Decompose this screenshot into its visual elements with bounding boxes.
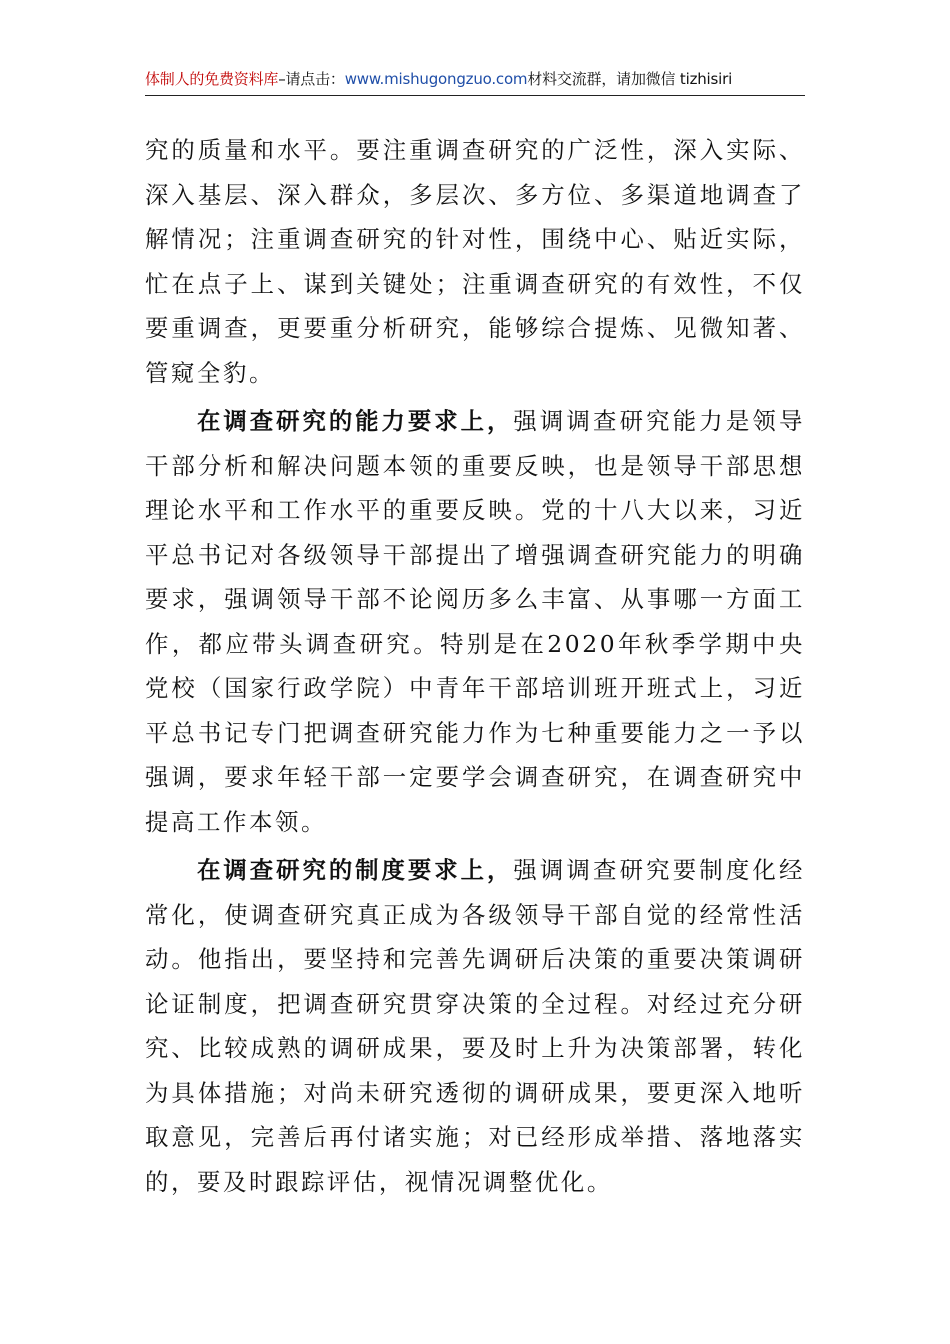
- paragraph-2-lead: 在调查研究的能力要求上，: [197, 407, 514, 435]
- page-header: [145, 68, 805, 96]
- paragraph-3: [145, 848, 805, 1204]
- paragraph-2: [145, 399, 805, 844]
- paragraph-1-text: 究的质量和水平。要注重调查研究的广泛性，深入实际、深入基层、深入群众，多层次、多方位、多渠道地调查了解情况；注重调查研究的针对性，围绕中心、贴近实际，忙在点子上、谋到关键处；注重调查研究的有效性，不仅要重调查，更要重分析研究，能够综合提炼、见微知著、管窥全豹。: [145, 136, 805, 387]
- paragraph-2-text: 强调调查研究能力是领导干部分析和解决问题本领的重要反映，也是领导干部思想理论水平和工作水平的重要反映。党的十八大以来，习近平总书记对各级领导干部提出了增强调查研究能力的明确要求，强调领导干部不论阅历多么丰富、从事哪一方面工作，都应带头调查研究。特别是在2020年秋季学期中央党校（国家行政学院）中青年干部培训班开班式上，习近平总书记专门把调查研究能力作为七种重要能力之一予以强调，要求年轻干部一定要学会调查研究，在调查研究中提高工作本领。: [145, 407, 805, 836]
- header-brand: 体制人的免费资料库: [145, 70, 279, 88]
- header-suffix: 材料交流群，请加微信 tizhisiri: [527, 70, 733, 88]
- document-body: [145, 128, 805, 1208]
- paragraph-3-lead: 在调查研究的制度要求上，: [197, 856, 514, 884]
- header-url-link[interactable]: www.mishugongzuo.com: [344, 70, 528, 88]
- paragraph-3-text: 强调调查研究要制度化经常化，使调查研究真正成为各级领导干部自觉的经常性活动。他指出，要坚持和完善先调研后决策的重要决策调研论证制度，把调查研究贯穿决策的全过程。对经过充分研究、比较成熟的调研成果，要及时上升为决策部署，转化为具体措施；对尚未研究透彻的调研成果，要更深入地听取意见，完善后再付诸实施；对已经形成举措、落地落实的，要及时跟踪评估，视情况调整优化。: [145, 856, 805, 1196]
- paragraph-1: [145, 128, 805, 395]
- header-prompt: –请点击：: [278, 70, 345, 88]
